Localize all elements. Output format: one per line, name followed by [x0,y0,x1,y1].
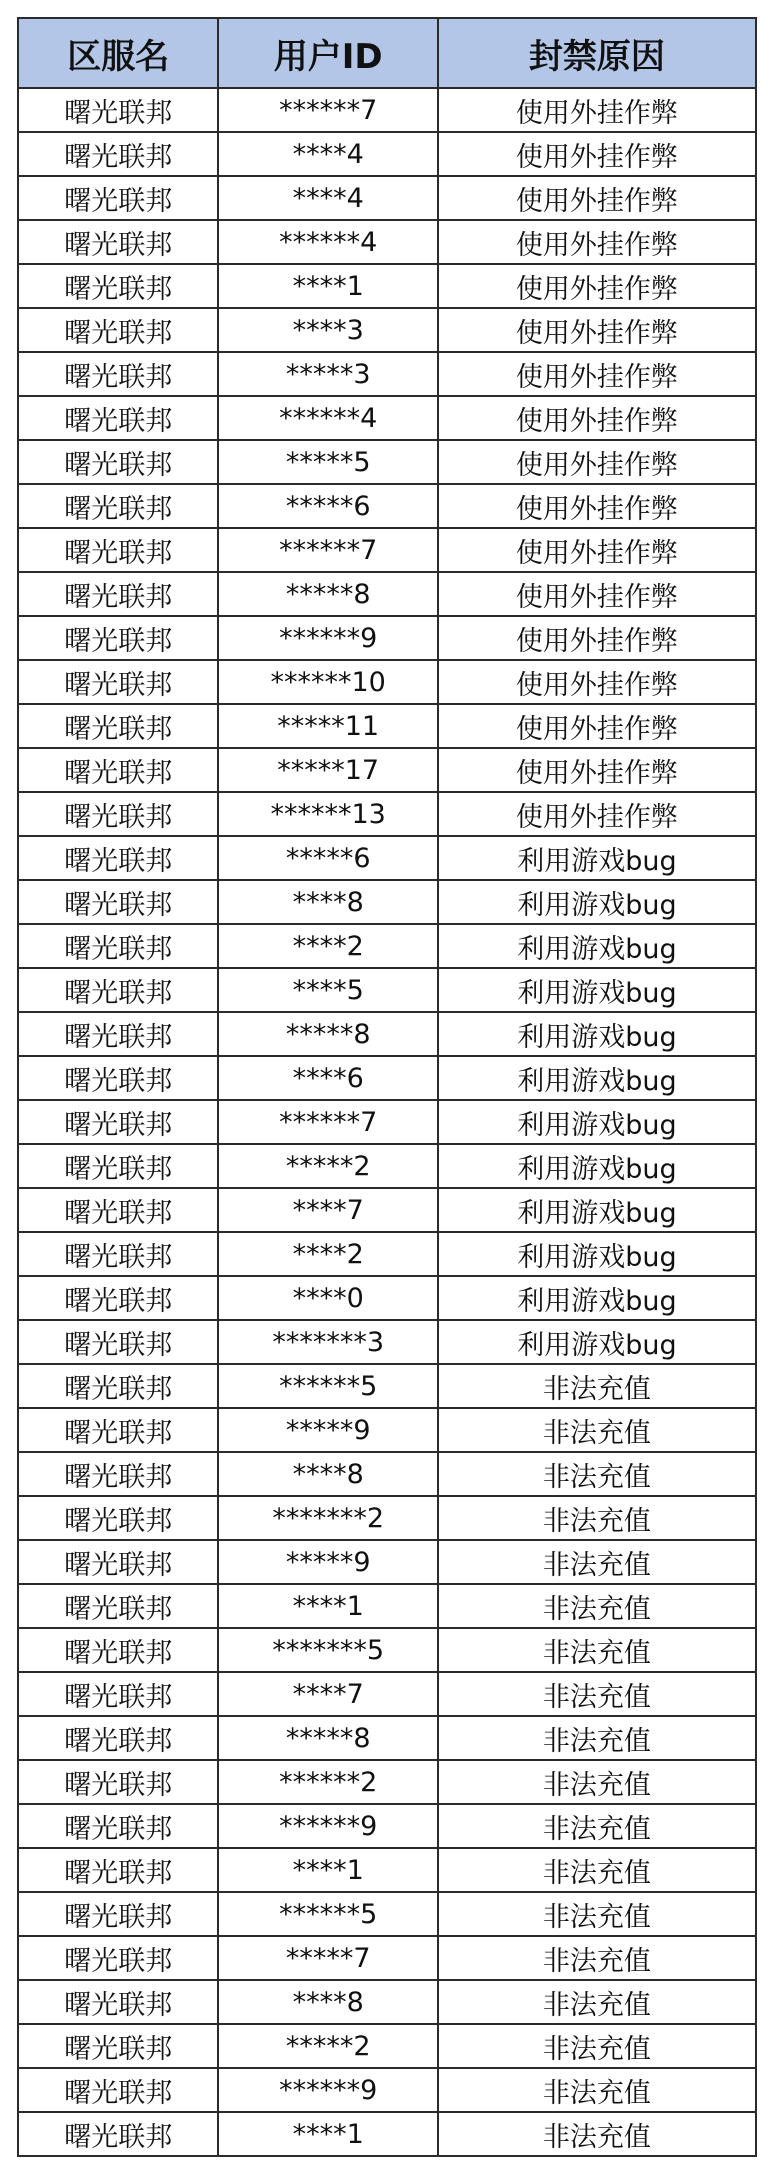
cell-user-id: *****6 [219,837,438,881]
ban-list-table [17,17,757,2157]
table-row [19,2113,757,2157]
cell-user-id: ****2 [219,925,438,969]
cell-ban-reason: 非法充值 [439,1981,757,2025]
cell-server-name: 曙光联邦 [19,617,219,661]
cell-user-id: *****3 [219,353,438,397]
cell-server-name: 曙光联邦 [19,573,219,617]
table-header-row [19,19,757,89]
cell-server-name: 曙光联邦 [19,1277,219,1321]
table-row [19,133,757,177]
cell-server-name: 曙光联邦 [19,1673,219,1717]
cell-server-name: 曙光联邦 [19,969,219,1013]
cell-server-name: 曙光联邦 [19,133,219,177]
table-row [19,1057,757,1101]
cell-server-name: 曙光联邦 [19,1057,219,1101]
cell-user-id: ******2 [219,1761,438,1805]
cell-user-id: ****8 [219,1453,438,1497]
cell-user-id: *****6 [219,485,438,529]
cell-server-name: 曙光联邦 [19,2113,219,2157]
cell-user-id: ****5 [219,969,438,1013]
cell-user-id: ******4 [219,397,438,441]
table-row [19,617,757,661]
cell-ban-reason: 非法充值 [439,1761,757,1805]
table-row [19,397,757,441]
table-row [19,1497,757,1541]
cell-ban-reason: 非法充值 [439,1629,757,1673]
table-row [19,1805,757,1849]
table-row [19,1321,757,1365]
cell-server-name: 曙光联邦 [19,397,219,441]
table-row [19,1233,757,1277]
cell-user-id: *****9 [219,1541,438,1585]
cell-ban-reason: 利用游戏bug [439,1101,757,1145]
cell-user-id: *****11 [219,705,438,749]
cell-server-name: 曙光联邦 [19,1805,219,1849]
cell-user-id: ****8 [219,881,438,925]
cell-user-id: ****7 [219,1189,438,1233]
cell-user-id: *****8 [219,573,438,617]
cell-user-id: *****2 [219,1145,438,1189]
table-row [19,309,757,353]
cell-server-name: 曙光联邦 [19,265,219,309]
cell-ban-reason: 非法充值 [439,1673,757,1717]
cell-server-name: 曙光联邦 [19,2025,219,2069]
table-row [19,661,757,705]
table-row [19,573,757,617]
cell-user-id: ****1 [219,1585,438,1629]
cell-ban-reason: 非法充值 [439,1541,757,1585]
table-row [19,177,757,221]
table-row [19,1893,757,1937]
cell-ban-reason: 非法充值 [439,1893,757,1937]
cell-ban-reason: 非法充值 [439,1717,757,1761]
cell-ban-reason: 非法充值 [439,1937,757,1981]
table-row [19,353,757,397]
cell-server-name: 曙光联邦 [19,1893,219,1937]
cell-ban-reason: 非法充值 [439,2025,757,2069]
table-row [19,221,757,265]
header-ban-reason: 封禁原因 [439,19,757,89]
cell-ban-reason: 使用外挂作弊 [439,177,757,221]
table-body [19,89,757,2157]
cell-server-name: 曙光联邦 [19,1629,219,1673]
cell-server-name: 曙光联邦 [19,837,219,881]
cell-ban-reason: 使用外挂作弊 [439,705,757,749]
cell-server-name: 曙光联邦 [19,1453,219,1497]
table-row [19,1013,757,1057]
cell-ban-reason: 非法充值 [439,1453,757,1497]
cell-user-id: ******7 [219,529,438,573]
cell-ban-reason: 利用游戏bug [439,1321,757,1365]
table-row [19,1365,757,1409]
header-server-name: 区服名 [19,19,219,89]
cell-ban-reason: 利用游戏bug [439,925,757,969]
cell-server-name: 曙光联邦 [19,1013,219,1057]
table-row [19,485,757,529]
cell-ban-reason: 使用外挂作弊 [439,397,757,441]
table-row [19,1585,757,1629]
cell-ban-reason: 非法充值 [439,1365,757,1409]
cell-server-name: 曙光联邦 [19,1321,219,1365]
cell-user-id: ******9 [219,617,438,661]
cell-server-name: 曙光联邦 [19,441,219,485]
cell-server-name: 曙光联邦 [19,1981,219,2025]
table-row [19,1761,757,1805]
cell-user-id: ****2 [219,1233,438,1277]
cell-user-id: ****8 [219,1981,438,2025]
cell-user-id: *****5 [219,441,438,485]
cell-ban-reason: 使用外挂作弊 [439,617,757,661]
table-row [19,881,757,925]
cell-server-name: 曙光联邦 [19,925,219,969]
cell-server-name: 曙光联邦 [19,89,219,133]
cell-ban-reason: 使用外挂作弊 [439,793,757,837]
cell-server-name: 曙光联邦 [19,1937,219,1981]
cell-user-id: *****17 [219,749,438,793]
cell-user-id: ****7 [219,1673,438,1717]
cell-user-id: ****0 [219,1277,438,1321]
cell-ban-reason: 利用游戏bug [439,881,757,925]
cell-server-name: 曙光联邦 [19,1189,219,1233]
cell-ban-reason: 非法充值 [439,2069,757,2113]
cell-server-name: 曙光联邦 [19,1541,219,1585]
table-row [19,1189,757,1233]
cell-user-id: ******7 [219,89,438,133]
cell-server-name: 曙光联邦 [19,177,219,221]
table-row [19,1453,757,1497]
cell-ban-reason: 非法充值 [439,1409,757,1453]
cell-server-name: 曙光联邦 [19,749,219,793]
cell-ban-reason: 非法充值 [439,1805,757,1849]
table-row [19,1629,757,1673]
cell-user-id: ****6 [219,1057,438,1101]
cell-user-id: ****4 [219,177,438,221]
cell-user-id: ******7 [219,1101,438,1145]
table-row [19,2025,757,2069]
cell-ban-reason: 使用外挂作弊 [439,749,757,793]
cell-server-name: 曙光联邦 [19,1365,219,1409]
cell-user-id: *****7 [219,1937,438,1981]
cell-ban-reason: 使用外挂作弊 [439,353,757,397]
cell-ban-reason: 利用游戏bug [439,837,757,881]
cell-user-id: ******9 [219,1805,438,1849]
cell-server-name: 曙光联邦 [19,1761,219,1805]
cell-ban-reason: 使用外挂作弊 [439,265,757,309]
cell-user-id: *****8 [219,1013,438,1057]
cell-user-id: *******2 [219,1497,438,1541]
cell-server-name: 曙光联邦 [19,529,219,573]
table-row [19,1937,757,1981]
cell-server-name: 曙光联邦 [19,1497,219,1541]
table-row [19,1277,757,1321]
cell-ban-reason: 利用游戏bug [439,1057,757,1101]
cell-server-name: 曙光联邦 [19,1717,219,1761]
cell-user-id: ******5 [219,1365,438,1409]
table-row [19,1101,757,1145]
cell-ban-reason: 非法充值 [439,1585,757,1629]
cell-user-id: ******5 [219,1893,438,1937]
table-row [19,837,757,881]
cell-server-name: 曙光联邦 [19,1409,219,1453]
header-user-id: 用户ID [219,19,438,89]
table-row [19,1541,757,1585]
table-row [19,705,757,749]
cell-server-name: 曙光联邦 [19,881,219,925]
cell-ban-reason: 利用游戏bug [439,1145,757,1189]
cell-user-id: *****9 [219,1409,438,1453]
cell-user-id: *****8 [219,1717,438,1761]
cell-server-name: 曙光联邦 [19,2069,219,2113]
table-row [19,925,757,969]
table-row [19,1849,757,1893]
cell-user-id: ****4 [219,133,438,177]
cell-ban-reason: 利用游戏bug [439,969,757,1013]
cell-ban-reason: 使用外挂作弊 [439,485,757,529]
table-row [19,2069,757,2113]
cell-server-name: 曙光联邦 [19,1145,219,1189]
cell-ban-reason: 使用外挂作弊 [439,441,757,485]
cell-ban-reason: 使用外挂作弊 [439,529,757,573]
cell-user-id: ****1 [219,2113,438,2157]
cell-ban-reason: 利用游戏bug [439,1189,757,1233]
cell-server-name: 曙光联邦 [19,793,219,837]
cell-server-name: 曙光联邦 [19,705,219,749]
cell-server-name: 曙光联邦 [19,661,219,705]
cell-ban-reason: 使用外挂作弊 [439,573,757,617]
table-row [19,529,757,573]
cell-ban-reason: 使用外挂作弊 [439,221,757,265]
cell-user-id: *******3 [219,1321,438,1365]
table-row [19,1673,757,1717]
cell-ban-reason: 非法充值 [439,1497,757,1541]
table-row [19,1717,757,1761]
cell-user-id: *******5 [219,1629,438,1673]
table-row [19,441,757,485]
table-row [19,1409,757,1453]
cell-user-id: ******10 [219,661,438,705]
cell-server-name: 曙光联邦 [19,353,219,397]
table-row [19,89,757,133]
table-row [19,749,757,793]
cell-user-id: ******13 [219,793,438,837]
cell-ban-reason: 利用游戏bug [439,1233,757,1277]
cell-ban-reason: 利用游戏bug [439,1013,757,1057]
cell-ban-reason: 使用外挂作弊 [439,89,757,133]
cell-user-id: ******4 [219,221,438,265]
cell-server-name: 曙光联邦 [19,221,219,265]
cell-user-id: ****3 [219,309,438,353]
table-row [19,265,757,309]
cell-server-name: 曙光联邦 [19,1101,219,1145]
cell-server-name: 曙光联邦 [19,1585,219,1629]
cell-ban-reason: 利用游戏bug [439,1277,757,1321]
cell-user-id: ******9 [219,2069,438,2113]
table-row [19,969,757,1013]
cell-server-name: 曙光联邦 [19,485,219,529]
cell-user-id: ****1 [219,1849,438,1893]
cell-ban-reason: 非法充值 [439,2113,757,2157]
cell-user-id: *****2 [219,2025,438,2069]
cell-user-id: ****1 [219,265,438,309]
cell-server-name: 曙光联邦 [19,309,219,353]
table-row [19,1145,757,1189]
table-row [19,1981,757,2025]
cell-ban-reason: 使用外挂作弊 [439,133,757,177]
cell-server-name: 曙光联邦 [19,1233,219,1277]
table-row [19,793,757,837]
cell-server-name: 曙光联邦 [19,1849,219,1893]
cell-ban-reason: 使用外挂作弊 [439,309,757,353]
cell-ban-reason: 使用外挂作弊 [439,661,757,705]
cell-ban-reason: 非法充值 [439,1849,757,1893]
